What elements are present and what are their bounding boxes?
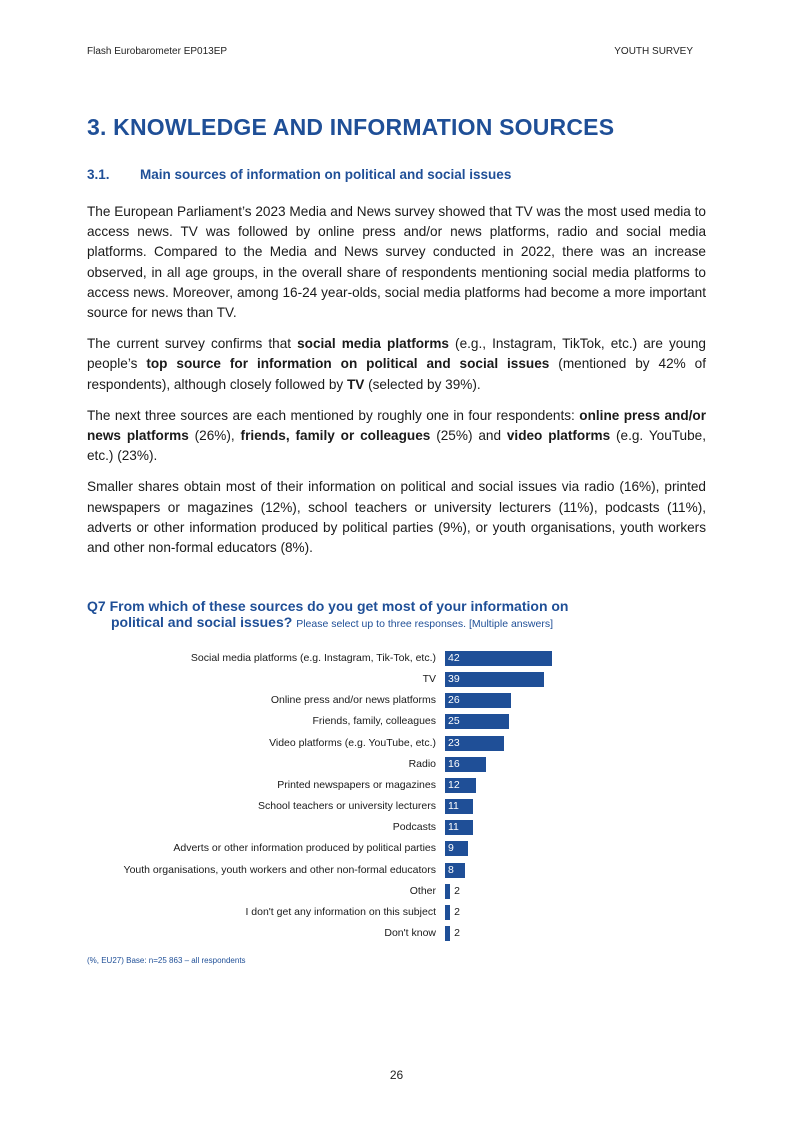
text-run: (selected by 39%). [364,376,481,392]
body-text [87,202,706,569]
paragraph-1: The European Parliament’s 2023 Media and News survey showed that TV was the most used media to access news. TV was followed by online press and/or news platforms, radio and social media platforms. Compared to the Media and News survey conducted in 2022, there was an increase observed, in all age groups, in the overall share of respondents mentioning social media platforms to access news. Moreover, among 16-24 year-olds, social media platforms had become a more important source for news than TV. [87,204,706,321]
bar-chart [0,648,793,948]
chart-value-label: 8 [448,863,454,876]
chart-category-label: TV [422,673,436,686]
chart-row [0,669,793,690]
text-run: (26%), [188,428,241,444]
chart-value-label: 16 [448,757,460,770]
chart-value-label: 2 [454,884,460,897]
chart-value-label: 9 [448,842,454,855]
chart-bar [445,926,450,941]
chart-bar [445,884,450,899]
chart-category-label: Podcasts [392,821,436,834]
chart-category-label: Social media platforms (e.g. Instagram, Tik-Tok, etc.) [190,652,436,664]
chart-value-label: 12 [448,778,460,791]
chart-value-label: 25 [448,715,460,728]
chart-value-label: 26 [448,694,460,707]
chart-category-label: Printed newspapers or magazines [277,778,436,791]
chart-category-label: Friends, family, colleagues [312,715,436,728]
chart-value-label: 23 [448,736,460,749]
text-run: (mentioned by 42% of respondents), although closely followed by [87,356,706,392]
chart-bar [445,905,450,920]
bold-phrase: TV [346,376,365,392]
bold-phrase: video platforms [506,428,611,444]
chart-question-title [87,598,647,632]
subsection-heading [87,167,511,182]
chart-category-label: Other [409,884,436,897]
chart-row [0,690,793,711]
question-instruction: Please select up to three responses. [Multiple answers] [296,618,553,630]
bold-phrase: top source for information on political and social issues [146,356,550,372]
page-number: 26 [389,1068,404,1082]
chart-category-label: I don't get any information on this subject [245,905,436,918]
header-survey-name: YOUTH SURVEY [614,46,693,57]
chart-row [0,733,793,754]
subsection-title: Main sources of information on political and social issues [140,167,512,182]
paragraph-4: Smaller shares obtain most of their information on political and social issues via radio (16%), printed newspapers or magazines (12%), school teachers or university lecturers (11%), podcasts (11%), adverts or other information produced by political parties (9%), or youth organisations, youth workers and other non-formal educators (8%). [87,479,706,556]
text-run: (e.g., Instagram, TikTok, etc.) are young people’s [87,336,706,372]
chart-row [0,796,793,817]
text-run: The current survey confirms that [87,336,298,352]
section-title: 3. KNOWLEDGE AND INFORMATION SOURCES [87,114,615,140]
chart-row [0,860,793,881]
chart-row [0,881,793,902]
chart-category-label: Youth organisations, youth workers and other non-formal educators [123,863,436,876]
subsection-number: 3.1. [87,167,110,182]
chart-row [0,817,793,838]
chart-value-label: 42 [448,652,460,664]
paragraph-2 [87,334,706,395]
chart-row [0,838,793,859]
chart-row [0,775,793,796]
chart-category-label: Radio [408,757,436,770]
chart-value-label: 2 [454,905,460,918]
paragraph-3 [87,406,706,467]
chart-row [0,711,793,732]
bold-phrase: friends, family or colleagues [240,428,431,444]
bold-phrase: online press and/or news platforms [87,407,707,444]
chart-category-label: Video platforms (e.g. YouTube, etc.) [269,736,436,749]
chart-value-label: 39 [448,673,460,686]
chart-value-label: 11 [448,821,459,834]
question-line-1: Q7 From which of these sources do you get most of your information on [87,598,569,614]
text-run: (25%) and [430,428,507,444]
chart-category-label: Adverts or other information produced by political parties [173,842,436,855]
chart-category-label: School teachers or university lecturers [258,800,436,813]
chart-row [0,754,793,775]
chart-footnote: (%, EU27) Base: n=25 863 – all respondents [87,956,246,965]
question-line-2: political and social issues? [111,614,293,630]
chart-value-label: 2 [454,926,460,939]
header-report-name: Flash Eurobarometer EP013EP [87,46,228,57]
chart-row [0,648,793,669]
chart-row [0,902,793,923]
chart-bar [445,651,552,666]
chart-category-label: Don't know [384,926,436,939]
chart-value-label: 11 [448,800,459,813]
text-run: (e.g. YouTube, etc.) (23%). [87,428,707,464]
chart-row [0,923,793,944]
bold-phrase: social media platforms [297,336,449,352]
chart-category-label: Online press and/or news platforms [270,694,436,707]
text-run: The next three sources are each mentioned by roughly one in four respondents: [87,407,580,423]
